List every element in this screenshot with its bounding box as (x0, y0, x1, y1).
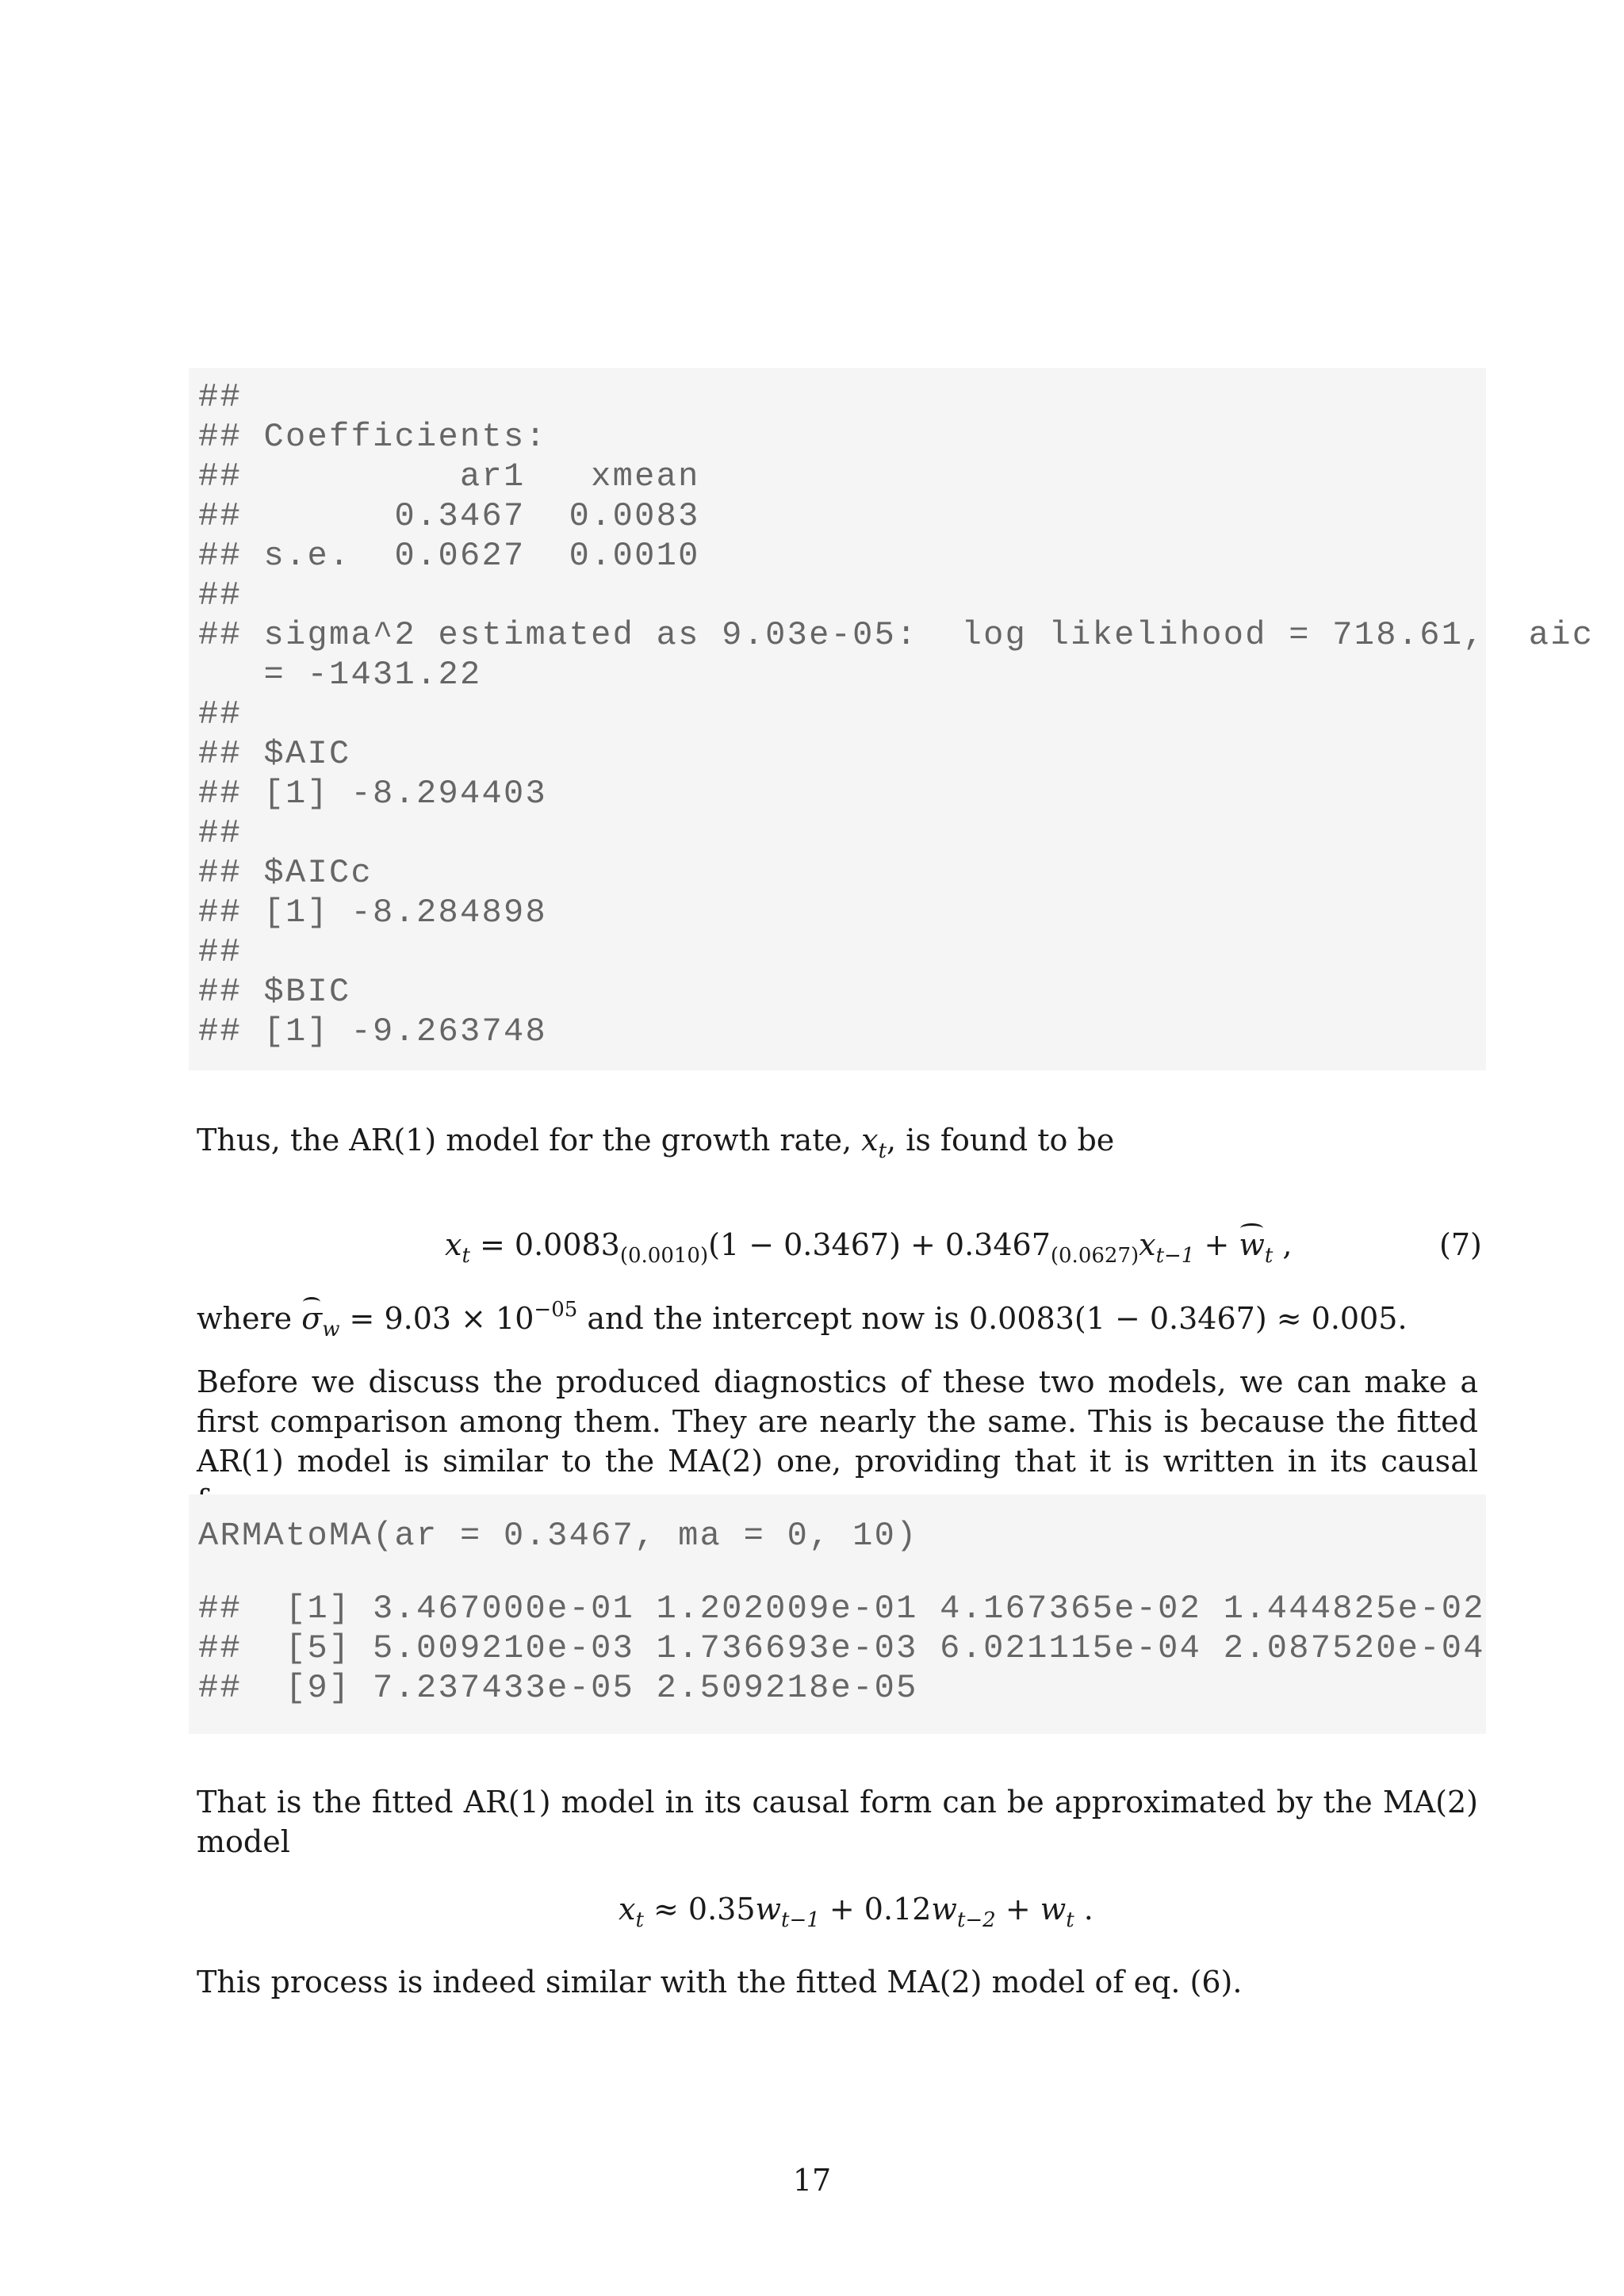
eq-text: + (1194, 1227, 1239, 1262)
code-line: ## (198, 576, 243, 614)
code-line: ## [1] 3.467000e-01 1.202009e-01 4.167365e-02 1.444825e-02 (198, 1590, 1485, 1628)
code-input-line: ARMAtoMA(ar = 0.3467, ma = 0, 10) (198, 1517, 918, 1555)
code-line: ## ar1 xmean (198, 457, 700, 496)
code-line: ## [1] -8.294403 (198, 775, 548, 813)
code-gap (198, 1556, 1486, 1589)
paragraph-text: where (197, 1301, 302, 1336)
paragraph-conclusion: This process is indeed similar with the fitted MA(2) model of eq. (6). (197, 1965, 1243, 1999)
eq-text: + (995, 1892, 1040, 1927)
code-line: ## (198, 378, 243, 416)
paragraph-text: , is found to be (887, 1123, 1115, 1158)
paragraph-ar1-intro (197, 1120, 1478, 1163)
paragraph-comparison: Before we discuss the produced diagnostics of these two models, we can make a first comparison among them. They are nearly the same. This is because the fitted AR(1) model is similar to the MA(2) one, providing that it is written in its causal (197, 1364, 1478, 1479)
math-subscript: t (878, 1139, 887, 1163)
code-line: ## $AICc (198, 854, 373, 892)
eq-w2: w (931, 1892, 957, 1927)
code-line: ## [5] 5.009210e-03 1.736693e-03 6.021115e-04 2.087520e-04 (198, 1629, 1485, 1667)
eq-text: (1 − 0.3467) + 0.3467 (708, 1227, 1051, 1262)
equation-ma2 (619, 1889, 1094, 1932)
code-line: ## Coefficients: (198, 418, 548, 456)
math-sigma-hat: σ (301, 1299, 322, 1338)
eq-lhs: x (619, 1892, 636, 1927)
eq-x: x (1139, 1227, 1156, 1262)
math-variable: x (861, 1123, 879, 1158)
code-line: ## (198, 933, 243, 971)
code-line: ## s.e. 0.0627 0.0010 (198, 537, 700, 575)
paragraph-text: and the intercept now is 0.0083(1 − 0.3467) ≈ 0.005. (577, 1301, 1408, 1336)
eq-se2: (0.0627) (1050, 1244, 1139, 1268)
code-line: ## $AIC (198, 735, 351, 773)
paragraph-sigma (197, 1298, 1478, 1341)
code-line: ## (198, 695, 243, 733)
code-output-lines (198, 377, 1595, 1051)
code-line: ## sigma^2 estimated as 9.03e-05: log likelihood = 718.61, aic (198, 616, 1595, 654)
code-line: ## $BIC (198, 973, 351, 1011)
eq-text: = 0.0083 (469, 1227, 620, 1262)
code-line: = -1431.22 (198, 656, 482, 694)
code-output-block-1 (189, 368, 1595, 1070)
code-line: ## 0.3467 0.0083 (198, 497, 700, 535)
eq-text: + 0.12 (819, 1892, 932, 1927)
eq-w1-sub: t−1 (781, 1908, 820, 1932)
code-block-2 (189, 1494, 1486, 1734)
code-line: ## (198, 814, 243, 852)
eq-text: , (1273, 1227, 1293, 1262)
eq-text: ≈ 0.35 (643, 1892, 756, 1927)
eq-text: . (1074, 1892, 1094, 1927)
eq-w3-sub: t (1066, 1908, 1074, 1932)
equation-7 (445, 1225, 1293, 1268)
eq-se1: (0.0010) (619, 1244, 709, 1268)
eq-x-sub: t−1 (1155, 1244, 1195, 1268)
eq-lhs: x (445, 1227, 462, 1262)
equation-number-7: (7) (1439, 1227, 1482, 1262)
code-output-lines (198, 1589, 1486, 1708)
paragraph-text: Thus, the AR(1) model for the growth rate, (197, 1123, 862, 1158)
paragraph-causal-form: That is the fitted AR(1) model in its causal form can be approximated by the MA(2) model (197, 1785, 1478, 1859)
eq-lhs-sub: t (462, 1244, 470, 1268)
math-sigma-sub: w (322, 1318, 340, 1341)
page-number: 17 (792, 2163, 832, 2198)
code-line: ## [9] 7.237433e-05 2.509218e-05 (198, 1669, 918, 1707)
eq-w3: w (1040, 1892, 1067, 1927)
paragraph-text: = 9.03 × 10 (339, 1301, 534, 1336)
code-line: ## [1] -8.284898 (198, 894, 548, 932)
eq-w-sub: t (1264, 1244, 1274, 1268)
eq-w2-sub: t−2 (956, 1908, 996, 1932)
code-line: ## [1] -9.263748 (198, 1012, 548, 1050)
eq-w-hat: w (1239, 1225, 1265, 1265)
eq-lhs-sub: t (635, 1908, 644, 1932)
math-exponent: −05 (534, 1298, 578, 1322)
eq-w1: w (755, 1892, 782, 1927)
